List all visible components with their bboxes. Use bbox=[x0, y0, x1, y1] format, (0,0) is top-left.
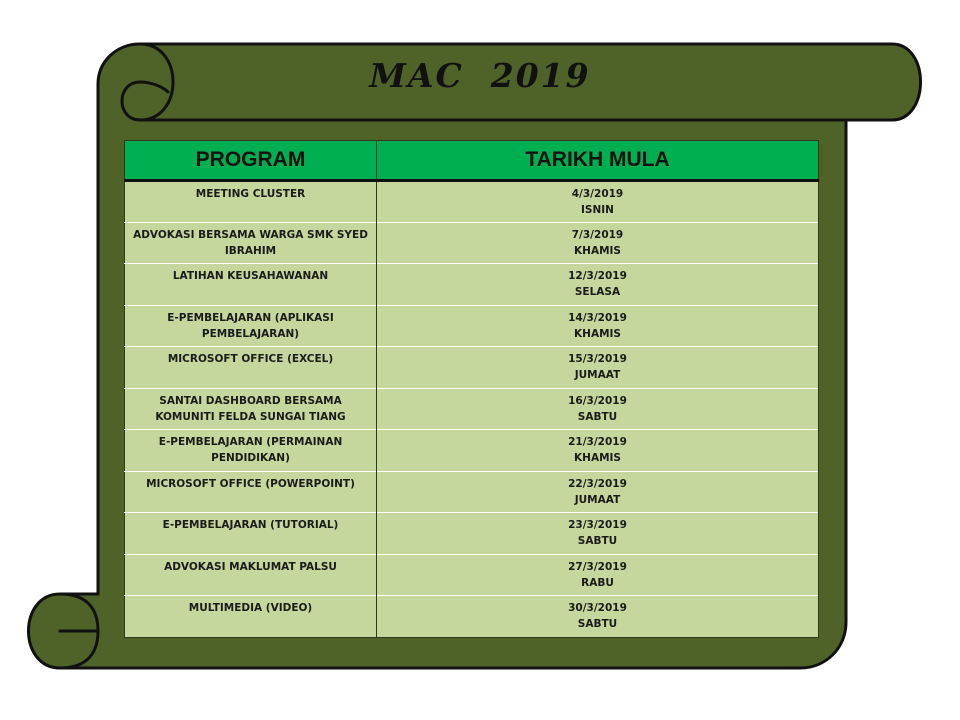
date-cell bbox=[377, 430, 819, 472]
start-day: SABTU bbox=[577, 410, 618, 423]
date-cell bbox=[377, 388, 819, 430]
start-date: 14/3/2019 bbox=[568, 311, 627, 324]
date-cell bbox=[377, 305, 819, 347]
start-day: KHAMIS bbox=[574, 244, 621, 257]
program-name: MULTIMEDIA (VIDEO) bbox=[188, 602, 313, 615]
table-row bbox=[125, 347, 819, 389]
date-cell bbox=[377, 347, 819, 389]
start-day: ISNIN bbox=[581, 204, 614, 216]
header-tarikh-mula: TARIKH MULA bbox=[377, 141, 819, 181]
program-name: E-PEMBELAJARAN (PERMAINAN PENDIDIKAN) bbox=[158, 436, 343, 465]
program-cell bbox=[125, 430, 377, 472]
start-day: JUMAAT bbox=[574, 369, 621, 382]
program-cell bbox=[125, 347, 377, 389]
table-row bbox=[125, 181, 819, 223]
table-row bbox=[125, 596, 819, 638]
start-date: 15/3/2019 bbox=[568, 353, 627, 366]
program-cell bbox=[125, 596, 377, 638]
program-cell bbox=[125, 264, 377, 306]
program-name: ADVOKASI BERSAMA WARGA SMK SYED IBRAHIM bbox=[133, 228, 368, 257]
table-body bbox=[125, 181, 819, 638]
table-row bbox=[125, 305, 819, 347]
start-date: 23/3/2019 bbox=[568, 519, 627, 532]
table-row bbox=[125, 430, 819, 472]
date-cell bbox=[377, 554, 819, 596]
date-cell bbox=[377, 181, 819, 223]
table-row bbox=[125, 554, 819, 596]
start-date: 12/3/2019 bbox=[568, 270, 627, 283]
program-name: MICROSOFT OFFICE (POWERPOINT) bbox=[146, 477, 355, 490]
start-date: 30/3/2019 bbox=[568, 602, 627, 615]
start-date: 21/3/2019 bbox=[568, 436, 627, 449]
start-date: 22/3/2019 bbox=[568, 477, 627, 490]
start-day: RABU bbox=[581, 576, 614, 589]
start-day: KHAMIS bbox=[574, 452, 621, 465]
table-row bbox=[125, 388, 819, 430]
table-row bbox=[125, 513, 819, 555]
start-date: 7/3/2019 bbox=[571, 228, 624, 241]
schedule-table bbox=[124, 140, 819, 638]
program-cell bbox=[125, 388, 377, 430]
program-cell bbox=[125, 513, 377, 555]
program-name: E-PEMBELAJARAN (TUTORIAL) bbox=[162, 519, 339, 532]
start-date: 16/3/2019 bbox=[568, 394, 627, 407]
program-cell bbox=[125, 554, 377, 596]
start-date: 4/3/2019 bbox=[571, 188, 624, 200]
date-cell bbox=[377, 471, 819, 513]
start-day: SELASA bbox=[574, 286, 621, 299]
page-title: MAC 2019 bbox=[369, 56, 591, 95]
date-cell bbox=[377, 513, 819, 555]
program-name: SANTAI DASHBOARD BERSAMA KOMUNITI FELDA SUNGAI TIANG bbox=[155, 394, 346, 423]
program-name: MICROSOFT OFFICE (EXCEL) bbox=[167, 353, 334, 366]
program-cell bbox=[125, 305, 377, 347]
start-day: SABTU bbox=[577, 535, 618, 548]
program-name: ADVOKASI MAKLUMAT PALSU bbox=[164, 560, 337, 573]
date-cell bbox=[377, 596, 819, 638]
start-day: KHAMIS bbox=[574, 327, 621, 340]
program-name: MEETING CLUSTER bbox=[195, 188, 306, 200]
start-day: SABTU bbox=[577, 618, 618, 631]
program-name: E-PEMBELAJARAN (APLIKASI PEMBELAJARAN) bbox=[167, 311, 334, 340]
table-header-row bbox=[125, 141, 819, 181]
header-program: PROGRAM bbox=[125, 141, 377, 181]
table-row bbox=[125, 264, 819, 306]
program-cell bbox=[125, 181, 377, 223]
start-day: JUMAAT bbox=[574, 493, 621, 506]
table-row bbox=[125, 222, 819, 264]
date-cell bbox=[377, 264, 819, 306]
table-row bbox=[125, 471, 819, 513]
program-cell bbox=[125, 471, 377, 513]
program-name: LATIHAN KEUSAHAWANAN bbox=[172, 270, 329, 283]
program-cell bbox=[125, 222, 377, 264]
start-date: 27/3/2019 bbox=[568, 560, 627, 573]
date-cell bbox=[377, 222, 819, 264]
